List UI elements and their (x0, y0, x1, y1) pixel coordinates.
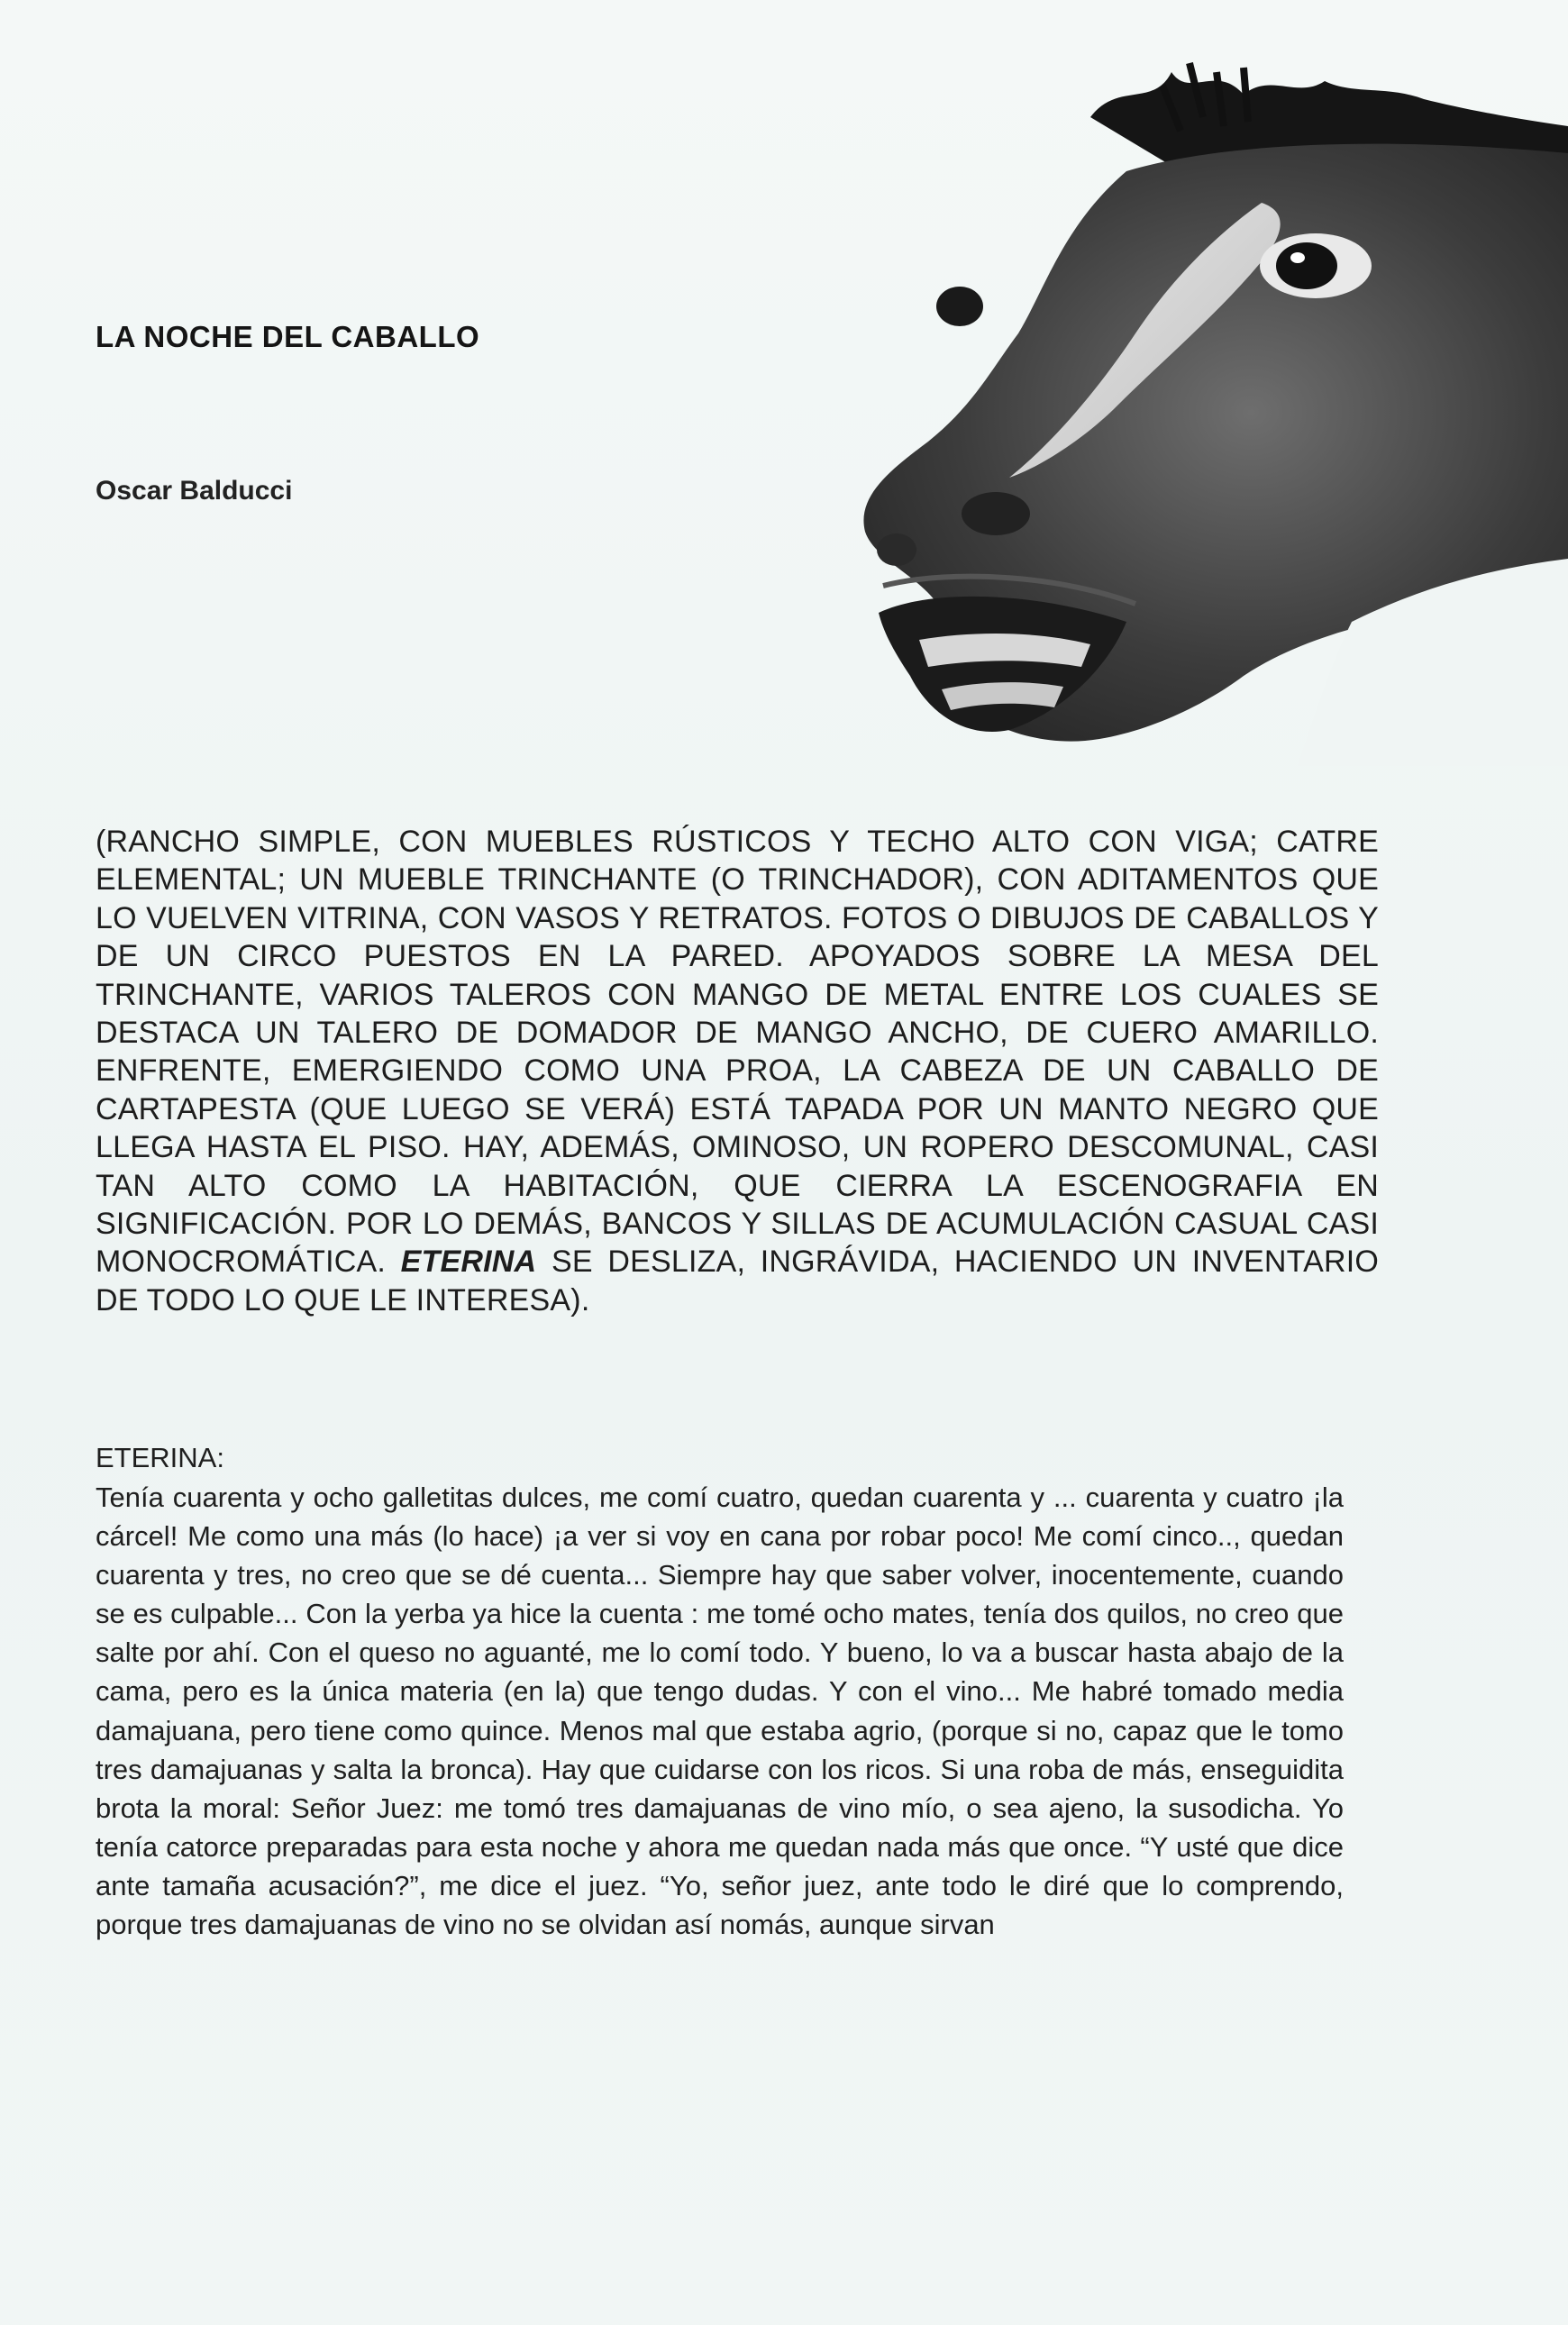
dialogue-text: Tenía cuarenta y ocho galletitas dulces, me comí cuatro, quedan cuarenta y ... cuarenta y cuatro ¡la cárcel! Me como una más (lo hace) ¡a ver si voy en cana por robar poco! Me comí cinco.., quedan cuarenta y tres, no creo que se dé cuenta... Siempre hay que saber volver, inocentemente, cuando se es culpable... Con la yerba ya hice la cuenta : me tomé ocho mates, tenía dos quilos, no creo que salte por ahí. Con el queso no aguanté, me lo comí todo. Y bueno, lo va a buscar hasta abajo de la cama, pero es la única materia (en la) que tengo dudas. Y con el vino... Me habré tomado media damajuana, pero tiene como quince. Menos mal que estaba agrio, (porque si no, capaz que le tomo tres damajuanas y salta la bronca). Hay que cuidarse con los ricos. Si una roba de más, enseguidita brota la moral: Señor Juez: me tomó tres damajuanas de vino mío, o sea ajeno, la susodicha. Yo tenía catorce preparadas para esta noche y ahora me quedan nada más que once. “Y usté que dice ante tamaña acusación?”, me dice el juez. “Yo, señor juez, ante todo le diré que lo comprendo, porque tres damajuanas de vino no se olvidan así nomás, aunque sirvan (96, 1482, 1344, 1941)
horse-head-photo-icon (793, 45, 1568, 766)
speaker-label: ETERINA: (96, 1442, 224, 1473)
author-name: Oscar Balducci (96, 476, 293, 506)
stage-direction (96, 823, 1379, 1319)
stage-direction-text-2: SE DESLIZA, INGRÁVIDA, HACIENDO UN INVENTARIO DE TODO LO QUE LE INTERESA). (96, 1245, 1380, 1318)
document-title: LA NOCHE DEL CABALLO (96, 320, 480, 353)
character-name-emphasis: ETERINA (400, 1245, 537, 1280)
dialogue-block (96, 1478, 1344, 1944)
stage-direction-text-1: (RANCHO SIMPLE, CON MUEBLES RÚSTICOS Y TECHO ALTO CON VIGA; CATRE ELEMENTAL; UN MUEBLE TRINCHANTE (O TRINCHADOR), CON ADITAMENTOS QUE LO VUELVEN VITRINA, CON VASOS Y RETRATOS. FOTOS O DIBUJOS DE CABALLOS Y DE UN CIRCO PUESTOS EN LA PARED. APOYADOS SOBRE LA MESA DEL TRINCHANTE, VARIOS TALEROS CON MANGO DE METAL ENTRE LOS CUALES SE DESTACA UN TALERO DE DOMADOR DE MANGO ANCHO, DE CUERO AMARILLO. ENFRENTE, EMERGIENDO COMO UNA PROA, LA CABEZA DE UN CABALLO DE CARTAPESTA (QUE LUEGO SE VERÁ) ESTÁ TAPADA POR UN MANTO NEGRO QUE LLEGA HASTA EL PISO. HAY, ADEMÁS, OMINOSO, UN ROPERO DESCOMUNAL, CASI TAN ALTO COMO LA HABITACIÓN, QUE CIERRA LA ESCENOGRAFIA EN SIGNIFICACIÓN. POR LO DEMÁS, BANCOS Y SILLAS DE ACUMULACIÓN CASUAL CASI MONOCROMÁTICA. (96, 825, 1379, 1280)
stage-direction-paragraph (96, 823, 1379, 1319)
